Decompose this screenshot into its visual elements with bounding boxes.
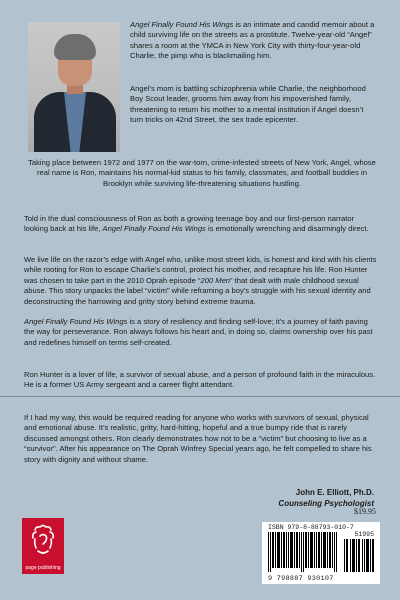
description-paragraph-6: Angel Finally Found His Wings is a story of resiliency and finding self-love; it’s a journey of faith paving the way for perseverance. Ron always follows his heart and, in doing so, claims ownership over his past and redefines himself on terms self-created. [24, 317, 373, 347]
addon-barcode-icon [344, 539, 374, 572]
book-title: Angel Finally Found His Wings [102, 224, 206, 234]
description-paragraph-5: We live life on the razor’s edge with Angel who, unlike most street kids, is honest and kind with his clients while rooting for Ron to escape Charlie’s control, protect his mother, and recapture his life. Ron Hunter was chosen to take part in the 2010 Oprah episode “200 Men” that dealt with male childhood sexual abuse. This story unpacks the label “victim” while reframing a boy’s struggle with his sexual identity and deconstructing the harrowing and gritty story behind extreme trauma. [24, 255, 377, 306]
publisher-logo [22, 518, 64, 574]
ean-barcode-icon [268, 532, 340, 572]
book-title: Angel Finally Found His Wings [130, 20, 234, 29]
isbn-label: ISBN 979-8-88793-010-7 [268, 524, 354, 531]
description-paragraph-3: Taking place between 1972 and 1977 on the war-torn, crime-infested streets of New York, Angel, whose real name is Ron, maintains his normal-kid status to his family, classmates, and football buddies in Brooklyn while surviving life-threatening situations hustling. [28, 158, 376, 188]
author-photo [28, 22, 120, 152]
price-addon-code: 51995 [354, 531, 374, 538]
description-paragraph-4: Told in the dual consciousness of Ron as both a growing teenage boy and our first-person narrator looking back at his life, Angel Finally Found His Wings is emotionally wrenching and disarmingly direct. [24, 214, 369, 234]
review-quote: If I had my way, this would be required reading for anyone who works with survivors of sexual, physical and emotional abuse. It’s realistic, gritty, hard-hitting, hopeful and a true bumpy ride that is rarely discussed amongst others. Ron clearly demonstrates how not to be a “victim” but choosing to live as a “survivor”. After his appearance on The Oprah Winfrey Special years ago, he felt compelled to share his story with dignity and without shame. [24, 413, 372, 464]
review-signature [278, 487, 374, 509]
section-divider [0, 396, 400, 397]
publisher-logo-icon [22, 518, 64, 562]
barcode-digits: 9 798887 930107 [268, 575, 334, 583]
description-paragraph-2: Angel’s mom is battling schizophrenia while Charlie, the neighborhood Boy Scout leader, grooms him away from his impoverished family, threatening to return his mother to a mental institution if Angel doesn’t turn tricks on 42nd Street, the sex trade epicenter. [130, 84, 366, 125]
author-bio: Ron Hunter is a lover of life, a survivor of sexual abuse, and a person of profound faith in the miraculous. He is a former US Army sergeant and a career flight attendant. [24, 370, 376, 390]
book-title: Angel Finally Found His Wings [24, 317, 128, 326]
publisher-name: page publishing [25, 565, 61, 571]
reviewer-title: Counseling Psychologist [278, 499, 374, 508]
isbn-barcode [262, 522, 380, 584]
reviewer-name: John E. Elliott, Ph.D. [295, 488, 374, 497]
description-paragraph-1: Angel Finally Found His Wings is an intimate and candid memoir about a child surviving life on the streets as a prostitute. Twelve-year-old “Angel” shares a room at the YMCA in New York City with thirty-four-year-old Charlie, the pimp who is blackmailing him. [130, 20, 375, 61]
price-label: $19.95 [354, 507, 376, 516]
